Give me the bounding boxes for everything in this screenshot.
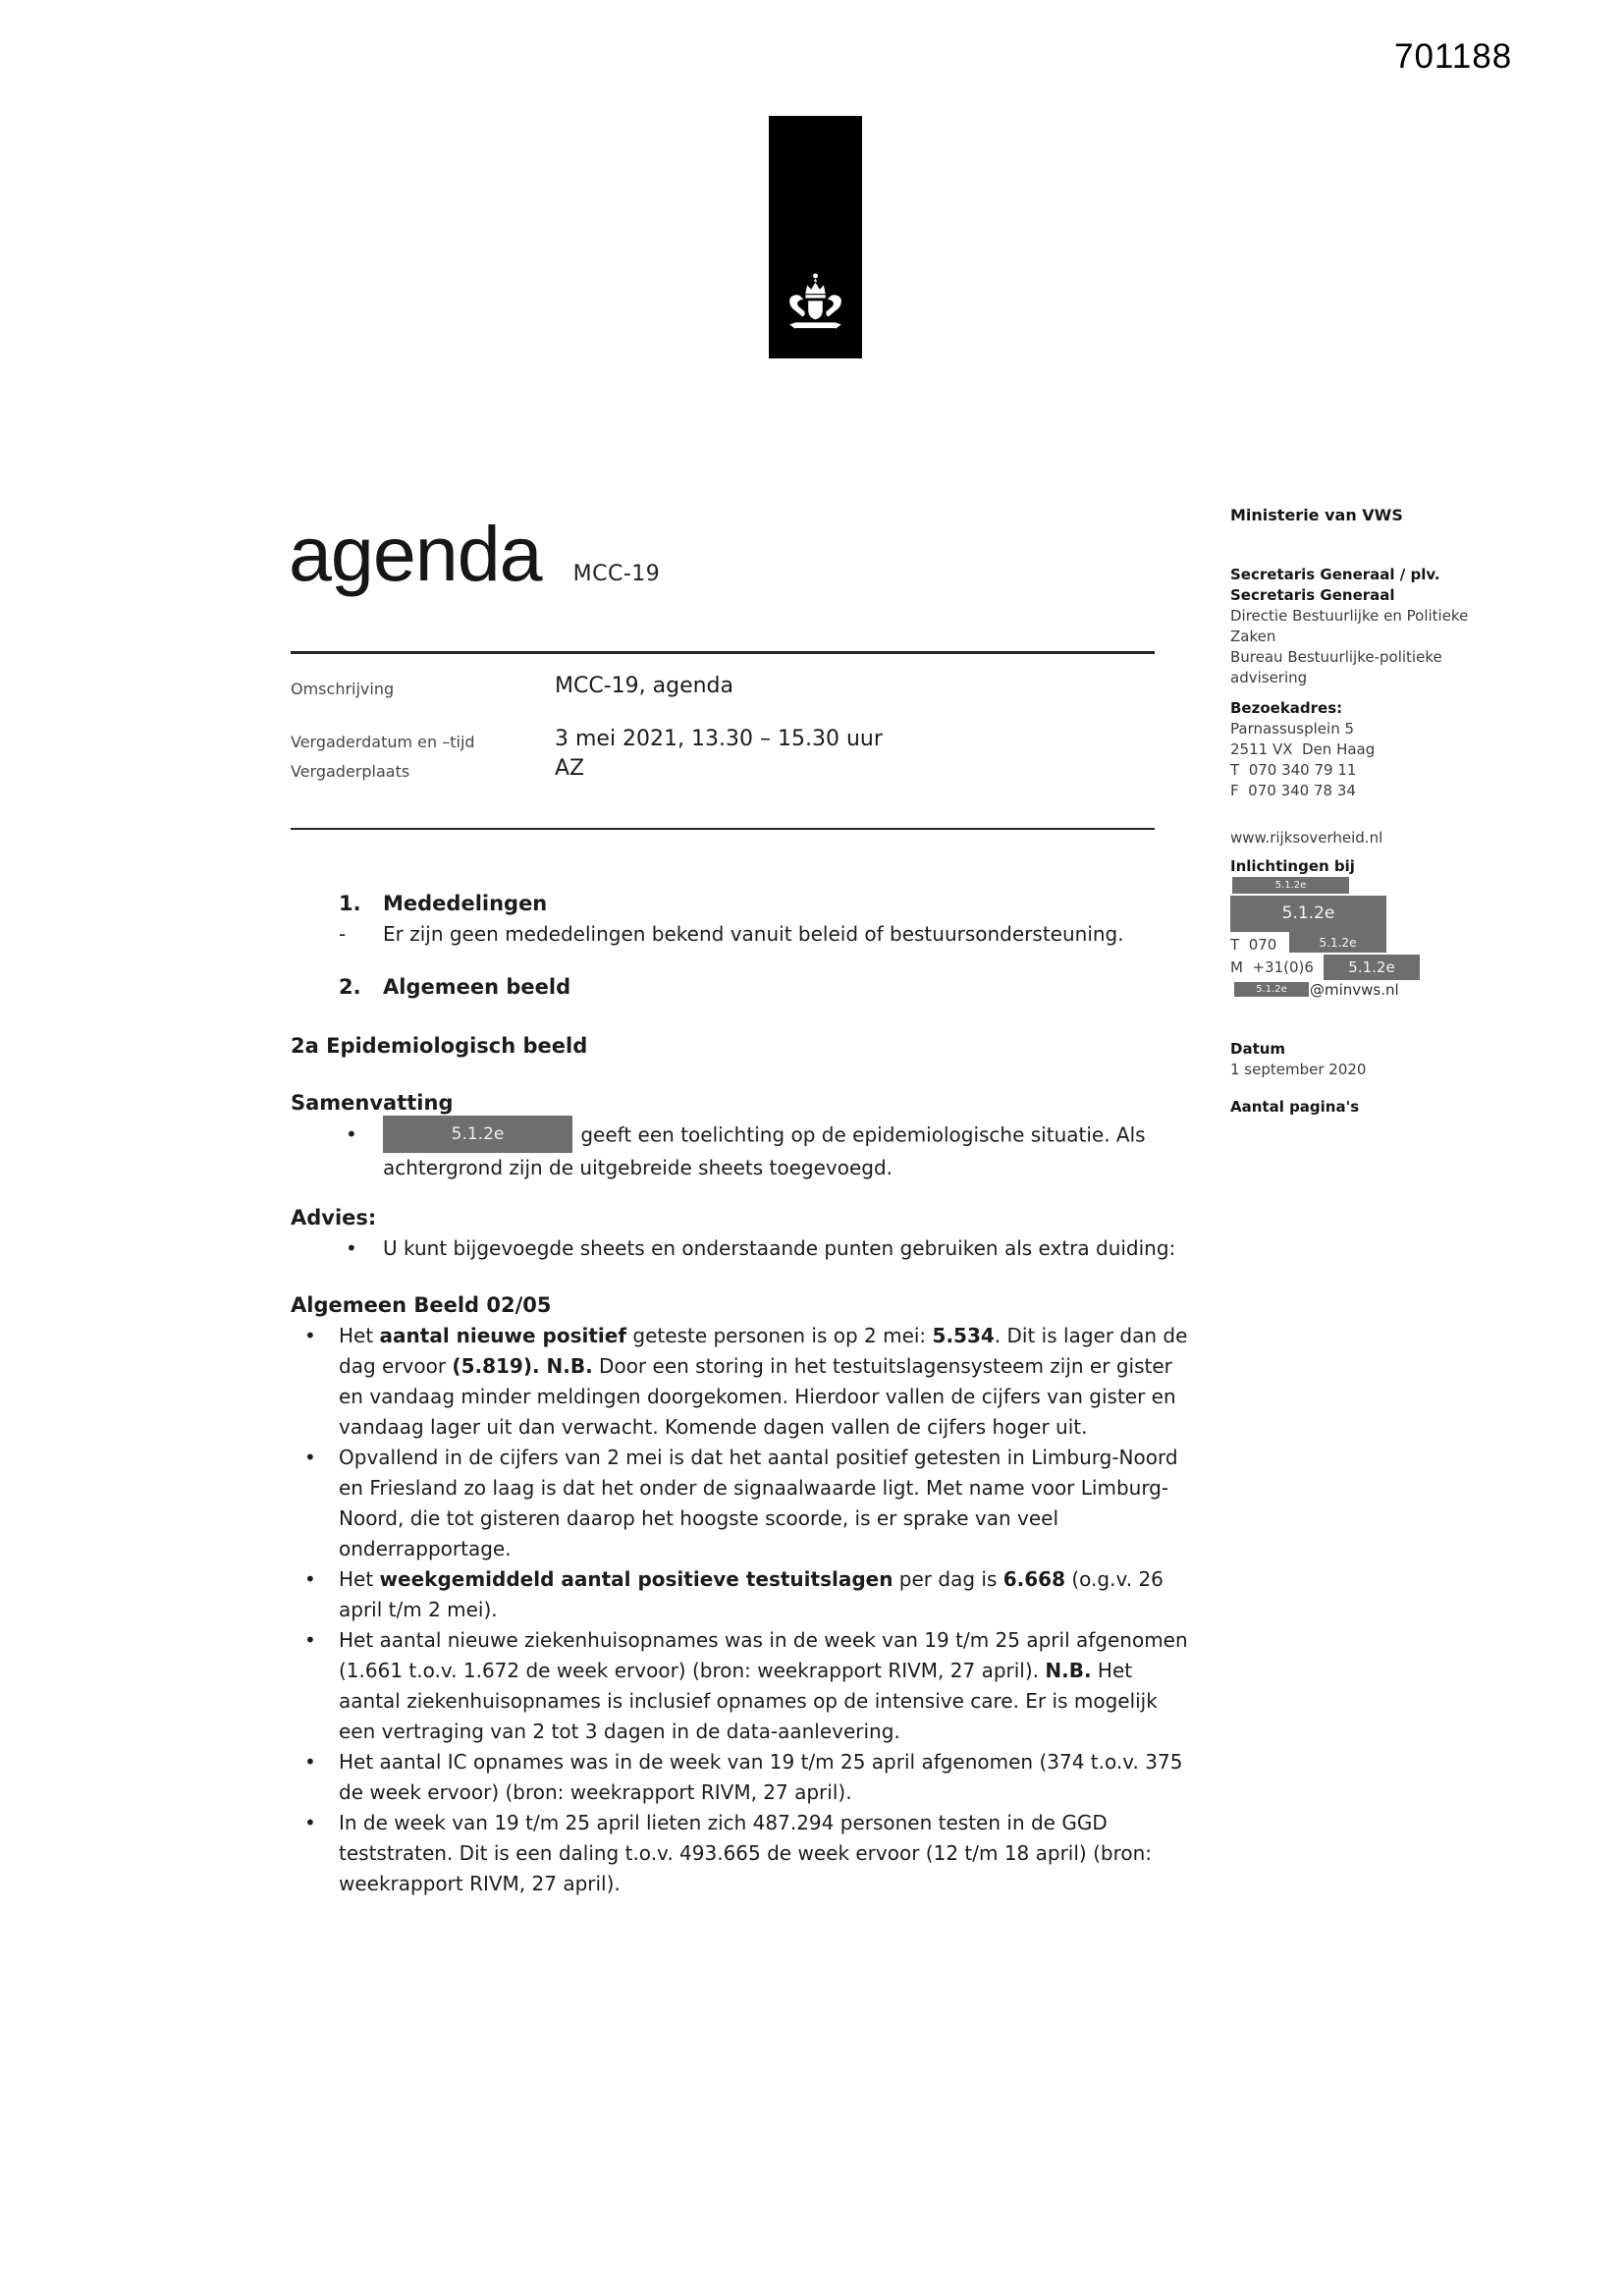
page-count-label: Aantal pagina's: [1230, 1098, 1360, 1116]
org-line: advisering: [1230, 669, 1308, 686]
org-line: Directie Bestuurlijke en Politieke: [1230, 607, 1469, 625]
rijksoverheid-emblem-icon: [780, 272, 851, 343]
meta-label: Omschrijving: [291, 680, 395, 698]
meta-label: Vergaderplaats: [291, 762, 410, 781]
redacted-contact-block: [1230, 877, 1493, 1039]
bullet-item: [291, 1564, 1189, 1625]
body-column: [291, 889, 1189, 1899]
redaction-box: 5.1.2e: [1232, 877, 1349, 894]
org-unit-line: Secretaris Generaal: [1230, 586, 1395, 604]
bullet-marker: •: [304, 1628, 316, 1652]
meta-row: [291, 674, 733, 698]
bullet-marker: •: [304, 1324, 316, 1347]
dash-marker: -: [339, 922, 347, 946]
bullet-marker: •: [304, 1750, 316, 1774]
bullet-item: [291, 1808, 1189, 1899]
heading-advies: Advies:: [291, 1206, 377, 1230]
bullet-text: Het aantal nieuwe positief geteste personen is op 2 mei: 5.534. Dit is lager dan de dag ervoor (5.819). N.B. Door een storing in het testuitslagensysteem zijn er gister en vandaag minder meldingen doorgekomen. Hierdoor vallen de cijfers van gister en vandaag lager uit dan verwacht. Komende dagen vallen de cijfers hoger uit.: [339, 1324, 1188, 1439]
sidebar: [1230, 505, 1493, 1118]
rijksoverheid-logo: [769, 116, 862, 358]
document-title-row: [289, 509, 660, 599]
bullet-item: [291, 1443, 1189, 1564]
heading-epidemiologisch-beeld: 2a Epidemiologisch beeld: [291, 1034, 588, 1058]
bullet-marker: •: [304, 1567, 316, 1591]
visit-address-label: Bezoekadres:: [1230, 699, 1343, 717]
section-title: Mededelingen: [383, 892, 548, 915]
bullet-marker: •: [304, 1811, 316, 1834]
page-title: agenda: [289, 510, 542, 597]
meta-value: AZ: [555, 756, 585, 781]
section-number: 1.: [339, 892, 361, 915]
bullet-text: In de week van 19 t/m 25 april lieten zich 487.294 personen testen in de GGD teststraten. Dit is een daling t.o.v. 493.665 de week ervoor (12 t/m 18 april) (bron: weekrapport RIVM, 27 april).: [339, 1811, 1153, 1895]
ministry-name: Ministerie van VWS: [1230, 506, 1403, 524]
bullet-item: [291, 1233, 1189, 1264]
bullet-marker: •: [346, 1236, 357, 1260]
redaction-box: 5.1.2e: [1324, 955, 1420, 980]
visit-address-line: Parnassusplein 5: [1230, 720, 1355, 738]
bullet-item: [291, 1120, 1189, 1183]
redaction-box: 5.1.2e: [383, 1116, 572, 1153]
contact-label: Inlichtingen bij: [1230, 857, 1355, 875]
visit-address-line: 2511 VX Den Haag: [1230, 740, 1376, 758]
date-label: Datum: [1230, 1040, 1286, 1058]
meta-row: [291, 727, 883, 751]
redaction-box: 5.1.2e: [1230, 896, 1386, 932]
bullet-text: Het aantal nieuwe ziekenhuisopnames was in de week van 19 t/m 25 april afgenomen (1.661 t.o.v. 1.672 de week ervoor) (bron: weekrapport RIVM, 27 april). N.B. Het aantal ziekenhuisopnames is inclusief opnames op de intensive care. Er is mogelijk een vertraging van 2 tot 3 dagen in de data-aanlevering.: [339, 1628, 1188, 1743]
section-title: Algemeen beeld: [383, 975, 571, 999]
bullet-marker: •: [304, 1446, 316, 1469]
phone-m-prefix: M +31(0)6: [1230, 958, 1314, 976]
meta-value: 3 mei 2021, 13.30 – 15.30 uur: [555, 727, 883, 751]
redaction-box: 5.1.2e: [1234, 982, 1309, 997]
bullet-item: [291, 1321, 1189, 1443]
bullet-marker: •: [346, 1122, 357, 1146]
bullet-item: [291, 1747, 1189, 1808]
redaction-box: 5.1.2e: [1289, 932, 1386, 953]
bullet-item: [291, 1625, 1189, 1747]
section-mededelingen: [291, 889, 1189, 950]
heading-algemeen-beeld-0205: Algemeen Beeld 02/05: [291, 1293, 552, 1317]
org-line: Zaken: [1230, 628, 1276, 645]
meta-table: [291, 651, 1155, 830]
fax-line: F 070 340 78 34: [1230, 782, 1356, 799]
meta-label: Vergaderdatum en –tijd: [291, 733, 475, 751]
document-number: 701188: [1394, 37, 1513, 76]
section-text: Er zijn geen mededelingen bekend vanuit beleid of bestuursondersteuning.: [383, 922, 1124, 946]
bullet-text: Het weekgemiddeld aantal positieve testuitslagen per dag is 6.668 (o.g.v. 26 april t/m 2 mei).: [339, 1567, 1164, 1621]
phone-line: T 070 340 79 11: [1230, 761, 1357, 779]
date-value: 1 september 2020: [1230, 1061, 1367, 1078]
meta-value: MCC-19, agenda: [555, 674, 733, 698]
phone-t-prefix: T 070: [1230, 936, 1277, 954]
bullet-text: Opvallend in de cijfers van 2 mei is dat het aantal positief getesten in Limburg-Noord en Friesland zo laag is dat het onder de signaalwaarde ligt. Met name voor Limburg-Noord, die tot gisteren daarop het hoogste scoorde, is er sprake van veel onderrapportage.: [339, 1446, 1178, 1560]
bullet-text: 5.1.2e geeft een toelichting op de epidemiologische situatie. Als achtergrond zijn de uitgebreide sheets toegevoegd.: [383, 1120, 1189, 1183]
website-link[interactable]: www.rijksoverheid.nl: [1230, 829, 1383, 847]
bullet-text: U kunt bijgevoegde sheets en onderstaande punten gebruiken als extra duiding:: [383, 1236, 1176, 1260]
bullet-text: Het aantal IC opnames was in de week van 19 t/m 25 april afgenomen (374 t.o.v. 375 de week ervoor) (bron: weekrapport RIVM, 27 april).: [339, 1750, 1183, 1804]
section-algemeen-beeld: [291, 972, 1189, 1003]
org-line: Bureau Bestuurlijke-politieke: [1230, 648, 1442, 666]
email-suffix: @minvws.nl: [1310, 981, 1399, 999]
page-subtitle: MCC-19: [572, 562, 661, 586]
meta-row: [291, 756, 584, 781]
heading-samenvatting: Samenvatting: [291, 1091, 454, 1115]
algemeen-bullet-list: [291, 1321, 1189, 1899]
org-unit-line: Secretaris Generaal / plv.: [1230, 566, 1440, 583]
section-number: 2.: [339, 975, 361, 999]
